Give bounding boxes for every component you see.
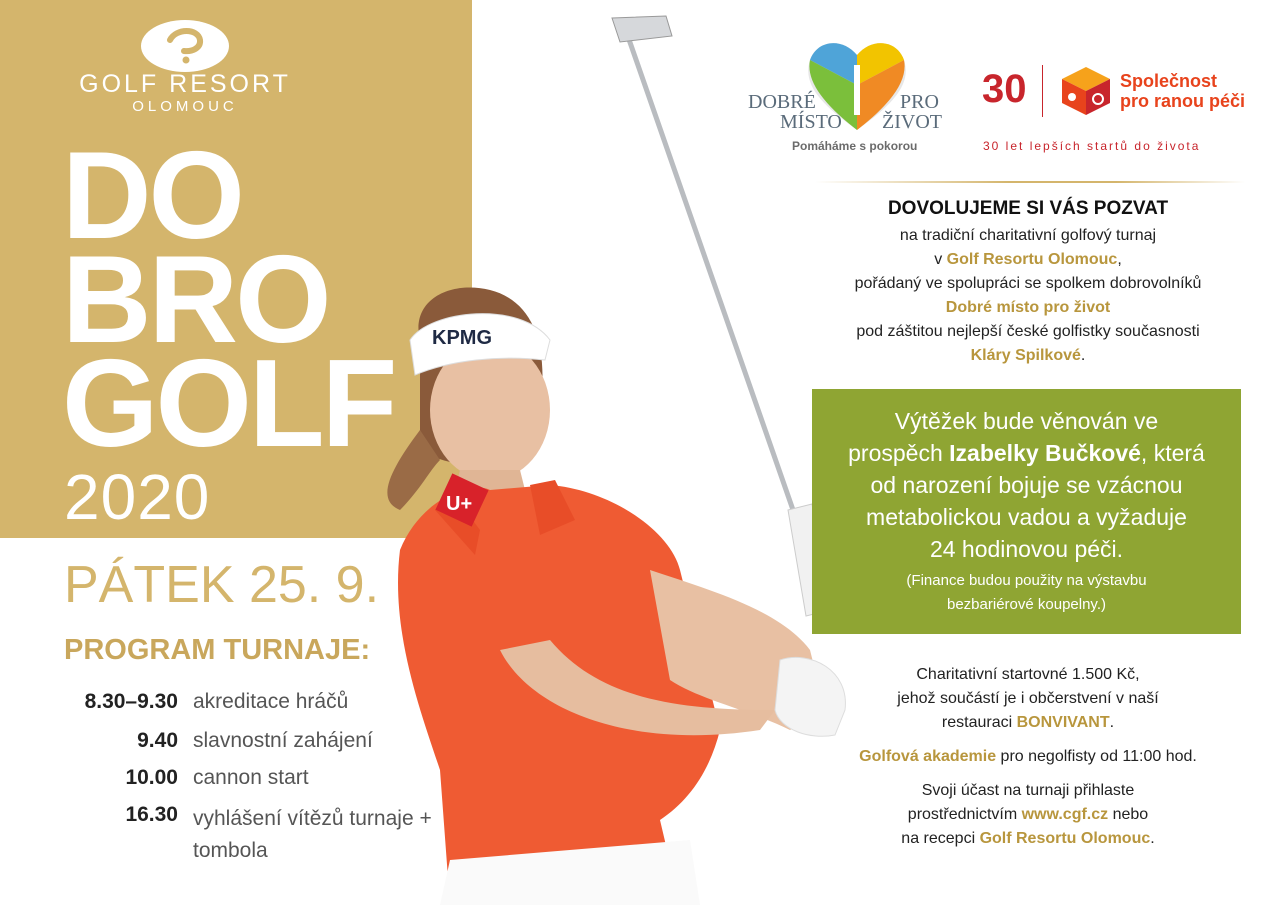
- brand-name: GOLF RESORT: [79, 70, 291, 98]
- dm-word-1: DOBRÉ: [748, 91, 816, 113]
- spolecnost-name-line-2: pro ranou péči: [1120, 91, 1246, 111]
- registration-line: Svoji účast na turnaji přihlaste: [921, 782, 1135, 799]
- divider-line: [815, 181, 1245, 183]
- event-date: PÁTEK 25. 9.: [64, 556, 380, 614]
- resort-name: Golf Resortu Olomouc: [946, 251, 1118, 268]
- academy-line: Golfová akademie pro negolfisty od 11:00 hod.: [859, 748, 1197, 765]
- visor-text: KPMG: [432, 327, 492, 349]
- invitation-line: Kláry Spilkové.: [970, 347, 1086, 364]
- event-year: 2020: [64, 461, 211, 533]
- registration-line: na recepci Golf Resortu Olomouc.: [901, 830, 1155, 847]
- schedule-time: 8.30–9.30: [84, 690, 178, 713]
- invitation-heading: DOVOLUJEME SI VÁS POZVAT: [887, 198, 1169, 219]
- anniversary-number: 30: [982, 67, 1027, 111]
- schedule-activity: akreditace hráčů: [193, 690, 349, 713]
- fee-line: Charitativní startovné 1.500 Kč,: [916, 666, 1140, 683]
- cube-logo-icon: [1058, 65, 1114, 117]
- partner-logos: [740, 35, 1260, 165]
- dm-tagline: Pomáháme s pokorou: [792, 139, 918, 153]
- organization-name: Dobré místo pro život: [945, 299, 1111, 316]
- logo-divider: [1042, 65, 1043, 117]
- schedule-time: 16.30: [125, 803, 178, 826]
- spolecnost-name-line-1: Společnost: [1120, 71, 1218, 91]
- dm-word-4: ŽIVOT: [882, 111, 942, 133]
- fee-line: jehož součástí je i občerstvení v naší: [897, 690, 1159, 707]
- event-info: [812, 663, 1244, 851]
- beneficiary-name: Izabelky Bučkové: [949, 440, 1141, 466]
- dm-word-3: PRO: [900, 91, 939, 113]
- event-title-line-1: DO: [62, 127, 242, 265]
- invitation-line: v Golf Resortu Olomouc,: [934, 251, 1122, 268]
- schedule-activity: slavnostní zahájení: [193, 729, 373, 752]
- schedule-activity: vyhlášení vítězů turnaje + tombola: [193, 807, 432, 862]
- registration-link[interactable]: www.cgf.cz: [1021, 806, 1109, 823]
- invitation-line: na tradiční charitativní golfový turnaj: [899, 227, 1157, 244]
- restaurant-name: BONVIVANT: [1016, 714, 1110, 731]
- schedule-time: 10.00: [125, 766, 178, 789]
- invitation-line: pořádaný ve spolupráci se spolkem dobrovolníků: [854, 275, 1202, 292]
- patron-name: Kláry Spilkové: [970, 347, 1081, 364]
- collar-text: U+: [446, 493, 473, 515]
- spolecnost-tagline: 30 let lepších startů do života: [983, 139, 1201, 153]
- reception-name: Golf Resortu Olomouc: [979, 830, 1151, 847]
- dm-word-2: MÍSTO: [780, 111, 842, 133]
- schedule-activity: cannon start: [193, 766, 309, 789]
- brand-location: OLOMOUC: [132, 98, 238, 115]
- golf-resort-logo-icon: [140, 18, 230, 74]
- academy-name: Golfová akademie: [859, 748, 997, 765]
- schedule-time: 9.40: [137, 729, 178, 752]
- registration-line: prostřednictvím www.cgf.cz nebo: [907, 806, 1149, 823]
- fee-line: restauraci BONVIVANT.: [941, 714, 1115, 731]
- event-title-line-3: GOLF: [62, 335, 395, 473]
- program-heading: PROGRAM TURNAJE:: [64, 634, 371, 666]
- invitation-text: [812, 197, 1244, 368]
- event-title-line-2: BRO: [62, 231, 329, 369]
- beneficiary-text: Výtěžek bude věnován ve prospěch Izabelky Bučkové, která od narození bojuje se vzácnou metabolickou vadou a vyžaduje 24 hodinovou péči.: [848, 408, 1205, 562]
- beneficiary-note: (Finance budou použity na výstavbu bezbariérové koupelny.): [906, 572, 1147, 613]
- invitation-line: pod záštitou nejlepší české golfistky současnosti: [856, 323, 1200, 340]
- beneficiary-box: [812, 389, 1241, 634]
